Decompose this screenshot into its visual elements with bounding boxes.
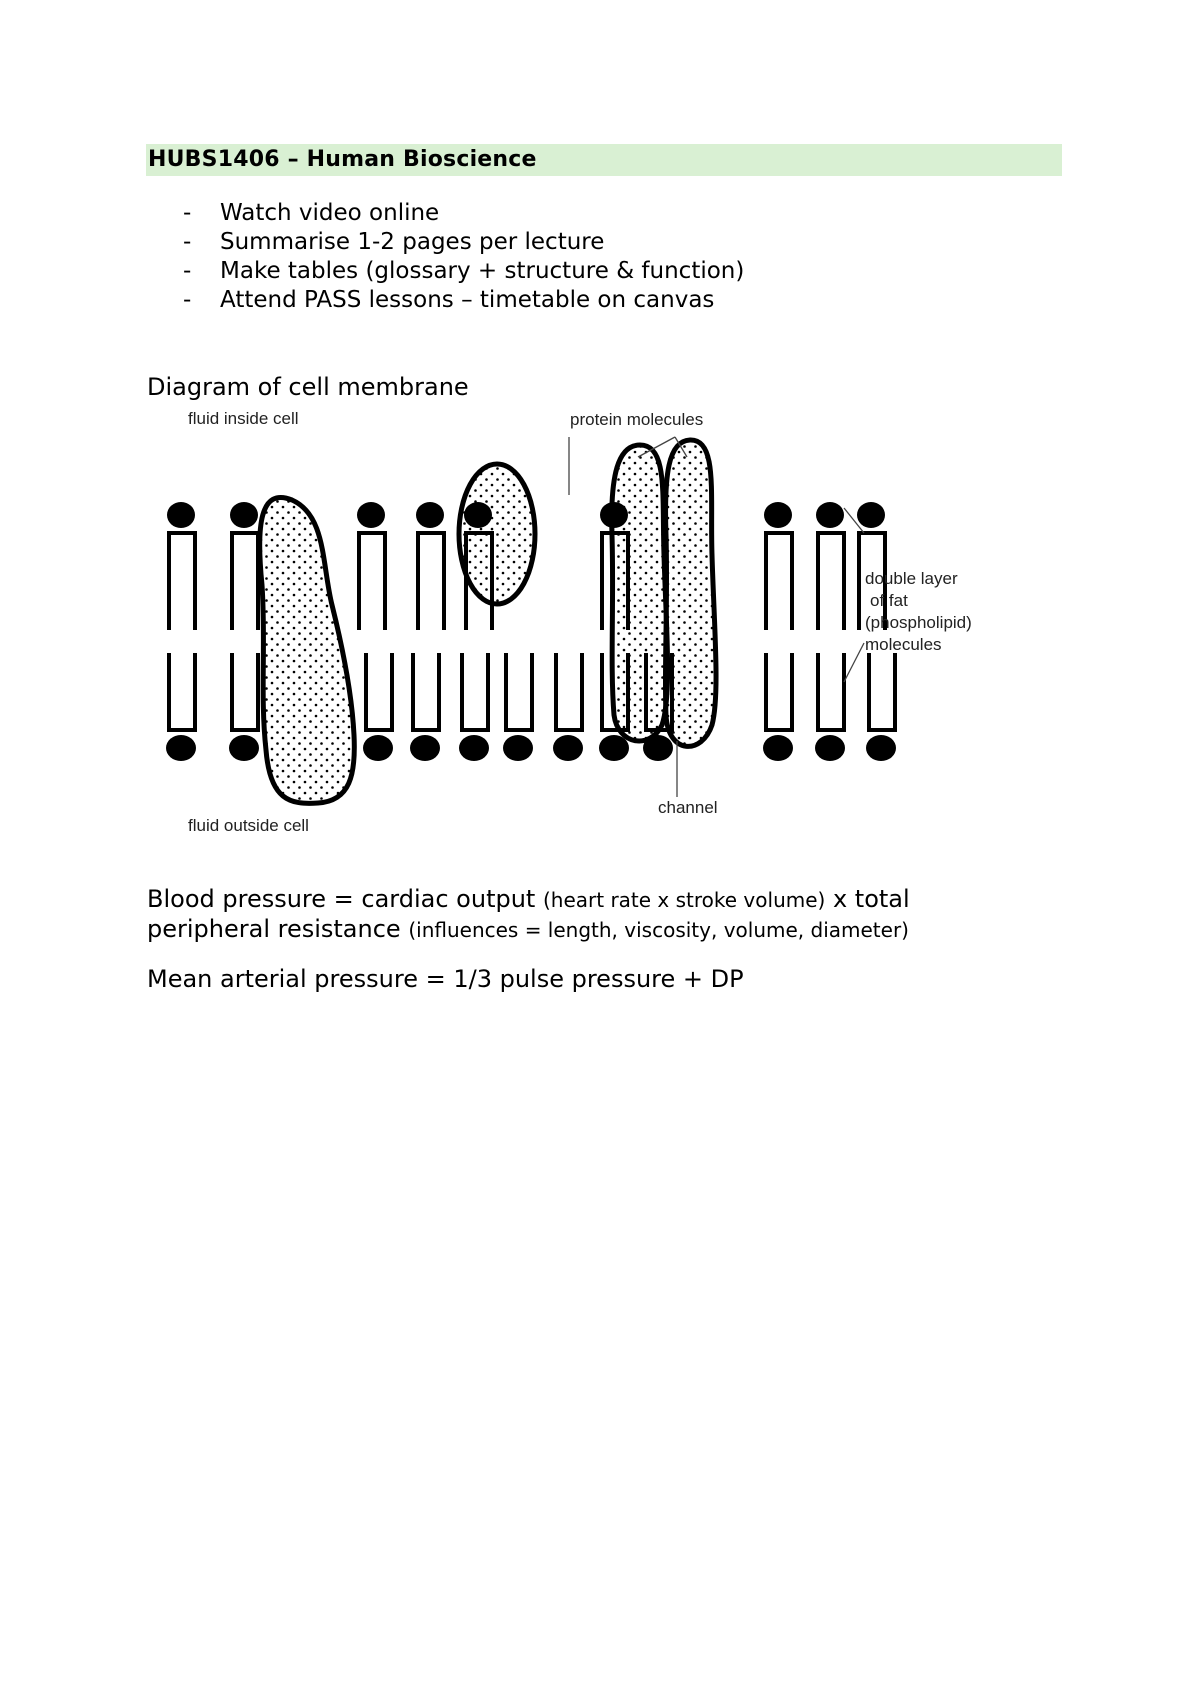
study-tips-list xyxy=(180,199,744,315)
label-channel: channel xyxy=(658,798,718,817)
cell-membrane-diagram xyxy=(160,405,1060,850)
lipid-head-top xyxy=(167,502,195,528)
lipid-head-top xyxy=(357,502,385,528)
lipid-tail-bottom xyxy=(366,653,392,730)
label-fat-line2: of fat xyxy=(870,591,908,610)
lipid-head-bottom xyxy=(459,735,489,761)
lipid-tail-top xyxy=(359,533,385,630)
label-fluid-inside: fluid inside cell xyxy=(188,409,299,428)
list-item xyxy=(180,228,744,257)
lipid-head-bottom xyxy=(166,735,196,761)
lipid-head-bottom xyxy=(815,735,845,761)
lipid-head-bottom xyxy=(866,735,896,761)
bullet-dash: - xyxy=(183,200,192,226)
lipid-tail-bottom xyxy=(556,653,582,730)
lipid-head-bottom xyxy=(763,735,793,761)
protein-channel-left xyxy=(612,445,668,741)
lipid-head-top xyxy=(816,502,844,528)
lipid-head-bottom xyxy=(229,735,259,761)
list-item-text: Watch video online xyxy=(220,200,440,226)
list-item xyxy=(180,257,744,286)
lipid-head-bottom xyxy=(599,735,629,761)
lipid-tail-bottom xyxy=(818,653,844,730)
lipid-head-bottom xyxy=(363,735,393,761)
lipid-head-top xyxy=(764,502,792,528)
lipid-tail-bottom xyxy=(413,653,439,730)
lipid-head-top xyxy=(230,502,258,528)
lipid-tail-bottom xyxy=(869,653,895,730)
list-item xyxy=(180,199,744,228)
lipid-head-bottom xyxy=(503,735,533,761)
page-heading: HUBS1406 – Human Bioscience xyxy=(148,147,537,172)
blood-pressure-formula-line2 xyxy=(147,914,909,945)
protein-channel-right xyxy=(665,440,716,746)
bullet-dash: - xyxy=(183,258,192,284)
bp-resistance-detail: (influences = length, viscosity, volume, diameter) xyxy=(408,918,909,942)
bp-definition: Blood pressure = cardiac output xyxy=(147,885,536,913)
label-protein-molecules: protein molecules xyxy=(570,410,704,429)
lipid-tail-top xyxy=(169,533,195,630)
blood-pressure-formula-line1 xyxy=(147,884,910,915)
lipid-head-bottom xyxy=(553,735,583,761)
label-fat-line1: double layer xyxy=(865,569,958,588)
protein-large-left xyxy=(260,497,355,803)
list-item-text: Summarise 1-2 pages per lecture xyxy=(220,229,605,255)
list-item-text: Make tables (glossary + structure & function) xyxy=(220,258,745,284)
bp-resistance: peripheral resistance xyxy=(147,915,401,943)
protein-oval-top xyxy=(459,464,535,604)
diagram-title: Diagram of cell membrane xyxy=(147,373,469,401)
lipid-tail-top xyxy=(818,533,844,630)
label-fluid-outside: fluid outside cell xyxy=(188,816,309,835)
lipid-tail-bottom xyxy=(462,653,488,730)
label-fat-line4: molecules xyxy=(865,635,942,654)
lipid-tail-bottom xyxy=(766,653,792,730)
lipid-tail-bottom xyxy=(169,653,195,730)
label-fat-line3: (phospholipid) xyxy=(865,613,972,632)
lipid-head-top xyxy=(416,502,444,528)
lipid-tail-top xyxy=(766,533,792,630)
lipid-tail-bottom xyxy=(232,653,258,730)
lipid-head-top xyxy=(857,502,885,528)
bullet-dash: - xyxy=(183,287,192,313)
lipid-tail-top xyxy=(232,533,258,630)
mean-arterial-pressure-formula: Mean arterial pressure = 1/3 pulse pressure + DP xyxy=(147,965,744,993)
list-item xyxy=(180,286,744,315)
list-item-text: Attend PASS lessons – timetable on canvas xyxy=(220,287,715,313)
lipid-head-bottom xyxy=(410,735,440,761)
bp-multiplier: x total xyxy=(832,885,910,913)
lipid-tail-bottom xyxy=(506,653,532,730)
lipid-tail-top xyxy=(418,533,444,630)
bp-cardiac-output-detail: (heart rate x stroke volume) xyxy=(542,888,826,912)
bullet-dash: - xyxy=(183,229,192,255)
